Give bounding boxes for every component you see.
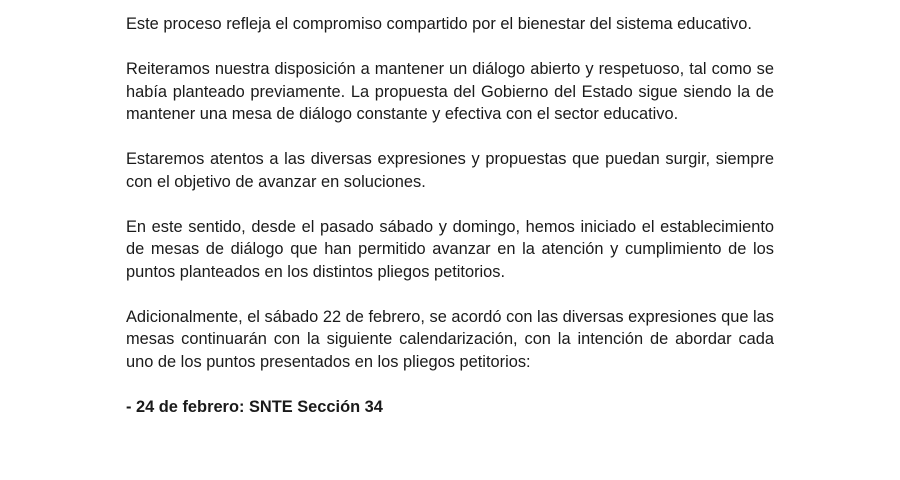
paragraph-dialogue: Reiteramos nuestra disposición a mantener un diálogo abierto y respetuoso, tal como se había planteado previamente. La propuesta del Gobierno del Estado sigue siendo la de mantener una mesa de diálogo constante y efectiva con el sector educativo. xyxy=(126,60,774,123)
paragraph-calendar-intro: Adicionalmente, el sábado 22 de febrero, se acordó con las diversas expresiones que las mesas continuarán con la siguiente calendarización, con la intención de abordar cada uno de los puntos presentados en los pliegos petitorios: xyxy=(126,307,774,371)
document-body xyxy=(126,13,774,418)
paragraph-commitment: Este proceso refleja el compromiso compartido por el bienestar del sistema educativo. xyxy=(126,15,752,33)
paragraph-tables-established: En este sentido, desde el pasado sábado y domingo, hemos iniciado el establecimiento de mesas de diálogo que han permitido avanzar en la atención y cumplimiento de los puntos planteados en los distintos pliegos petitorios. xyxy=(126,217,774,281)
paragraph-expressions: Estaremos atentos a las diversas expresiones y propuestas que puedan surgir, siempre con el objetivo de avanzar en soluciones. xyxy=(126,150,774,191)
schedule-item: - 24 de febrero: SNTE Sección 34 xyxy=(126,397,383,416)
